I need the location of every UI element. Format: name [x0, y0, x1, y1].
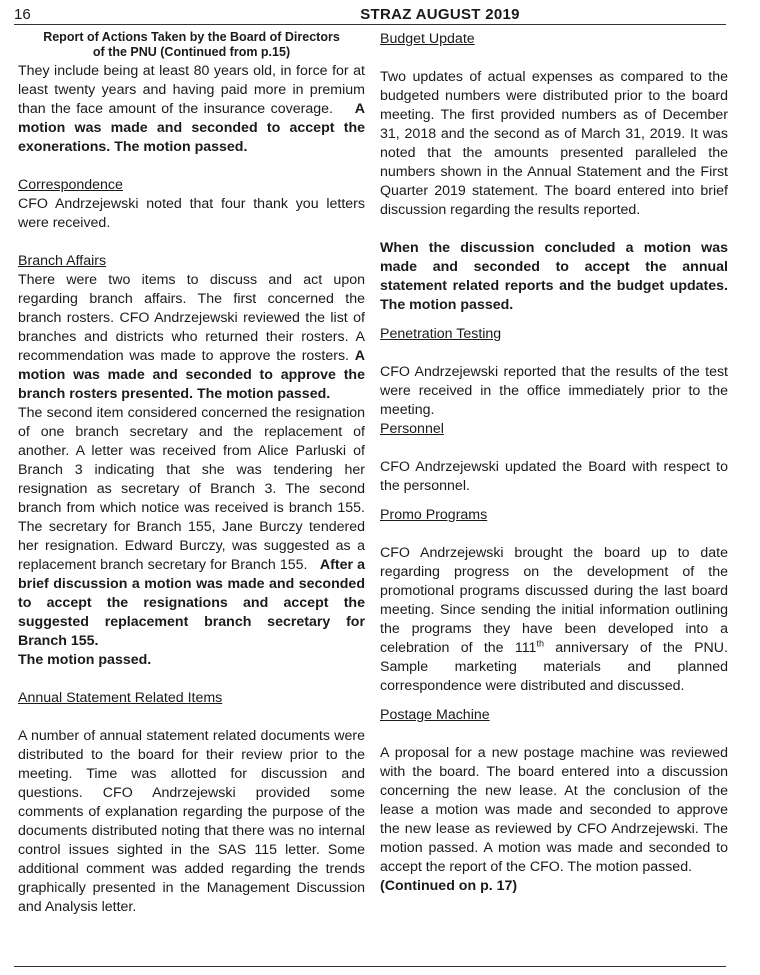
page-header [14, 4, 726, 25]
branch-affairs-motion: A motion was made and seconded to approve the branch rosters presented. The motion passed. [18, 348, 365, 402]
intro-text: They include being at least 80 years old, in force for at least twenty years and having paid more in premium than the face amount of the insurance coverage. [18, 63, 365, 117]
branch-affairs-text-2: The second item considered concerned the resignation of one branch secretary and the replacement of another. A letter was received from Alice Parluski of Branch 3 indicating that she was tendering her resignation as secretary of Branch 3. The second branch from which notice was received is branch 155. The secretary for Branch 155, Jane Burczy tendered her resignation. Edward Burczy, was suggested as a replacement branch secretary for Branch 155. [18, 405, 365, 573]
page-number: 16 [14, 6, 31, 23]
budget-update-text: Two updates of actual expenses as compared to the budgeted numbers were distributed prior to the board meeting. The first provided numbers as of December 31, 2018 and the second as of March 31, 2019. It was noted that the amounts presented paralleled the numbers shown in the Annual Statement and the First Quarter 2019 statement. The board entered into brief discussion regarding the results reported. [380, 69, 728, 218]
section-title-promo-programs: Promo Programs [380, 507, 488, 523]
report-heading-line-1: Report of Actions Taken by the Board of Directors [43, 30, 340, 44]
promo-programs-text [380, 544, 728, 696]
personnel-text: CFO Andrzejewski updated the Board with respect to the personnel. [380, 459, 728, 494]
branch-affairs-paragraph [18, 271, 365, 404]
section-title-penetration-testing: Penetration Testing [380, 326, 502, 342]
penetration-testing-text: CFO Andrzejewski reported that the results of the test were received in the office immediately prior to the meeting. [380, 364, 728, 418]
left-column [18, 30, 365, 917]
branch-affairs-motion-result: The motion passed. [18, 652, 152, 668]
branch-affairs-paragraph-2 [18, 404, 365, 651]
report-heading [18, 30, 365, 60]
promo-programs-text-before: CFO Andrzejewski brought the board up to date regarding progress on the development of the promotional programs discussed during the last board meeting. Since sending the initial information outlining the programs they have been developed into a celebration of the 111 [380, 545, 728, 656]
continued-note: (Continued on p. 17) [380, 878, 518, 894]
section-title-correspondence: Correspondence [18, 177, 123, 193]
promo-programs-text-after: anniversary of the PNU. Sample marketing materials and planned correspondence were distributed and discussed. [380, 640, 728, 694]
intro-motion: A motion was made and seconded to accept the exonerations. The motion passed. [18, 101, 365, 155]
section-title-budget-update: Budget Update [380, 31, 475, 47]
budget-update-motion: When the discussion concluded a motion was made and seconded to accept the annual statement related reports and the budget updates. The motion passed. [380, 240, 728, 313]
branch-affairs-motion-2: After a brief discussion a motion was made and seconded to accept the resignations and accept the suggested replacement branch secretary for Branch 155. [18, 557, 365, 649]
section-title-annual-statement: Annual Statement Related Items [18, 690, 223, 706]
branch-affairs-text: There were two items to discuss and act upon regarding branch affairs. The first concerned the branch rosters. CFO Andrzejewski reviewed the list of branches and districts who returned their rosters. A recommendation was made to approve the rosters. [18, 272, 365, 364]
right-column [380, 30, 728, 896]
postage-machine-text: A proposal for a new postage machine was reviewed with the board. The board entered into a discussion concerning the new lease. At the conclusion of the lease a motion was made and seconded to approve the new lease as reviewed by CFO Andrzejewski. The motion passed. A motion was made and seconded to accept the report of the CFO. The motion passed. [380, 745, 728, 875]
section-title-postage-machine: Postage Machine [380, 707, 490, 723]
footer-rule [14, 966, 726, 967]
publication-title: STRAZ AUGUST 2019 [360, 6, 520, 23]
intro-paragraph [18, 62, 365, 157]
promo-programs-superscript: th [536, 638, 544, 649]
correspondence-text: CFO Andrzejewski noted that four thank you letters were received. [18, 196, 365, 231]
section-title-branch-affairs: Branch Affairs [18, 253, 107, 269]
report-heading-line-2: of the PNU (Continued from p.15) [92, 45, 291, 59]
annual-statement-text: A number of annual statement related documents were distributed to the board for their review prior to the meeting. Time was allotted for discussion and questions. CFO Andrzejewski provided some comments of explanation regarding the purpose of the documents distributed noting that there was no internal control issues sighted in the SAS 115 letter. Some additional comment was added regarding the trends graphically presented in the Management Discussion and Analysis letter. [18, 728, 365, 915]
section-title-personnel: Personnel [380, 421, 444, 437]
